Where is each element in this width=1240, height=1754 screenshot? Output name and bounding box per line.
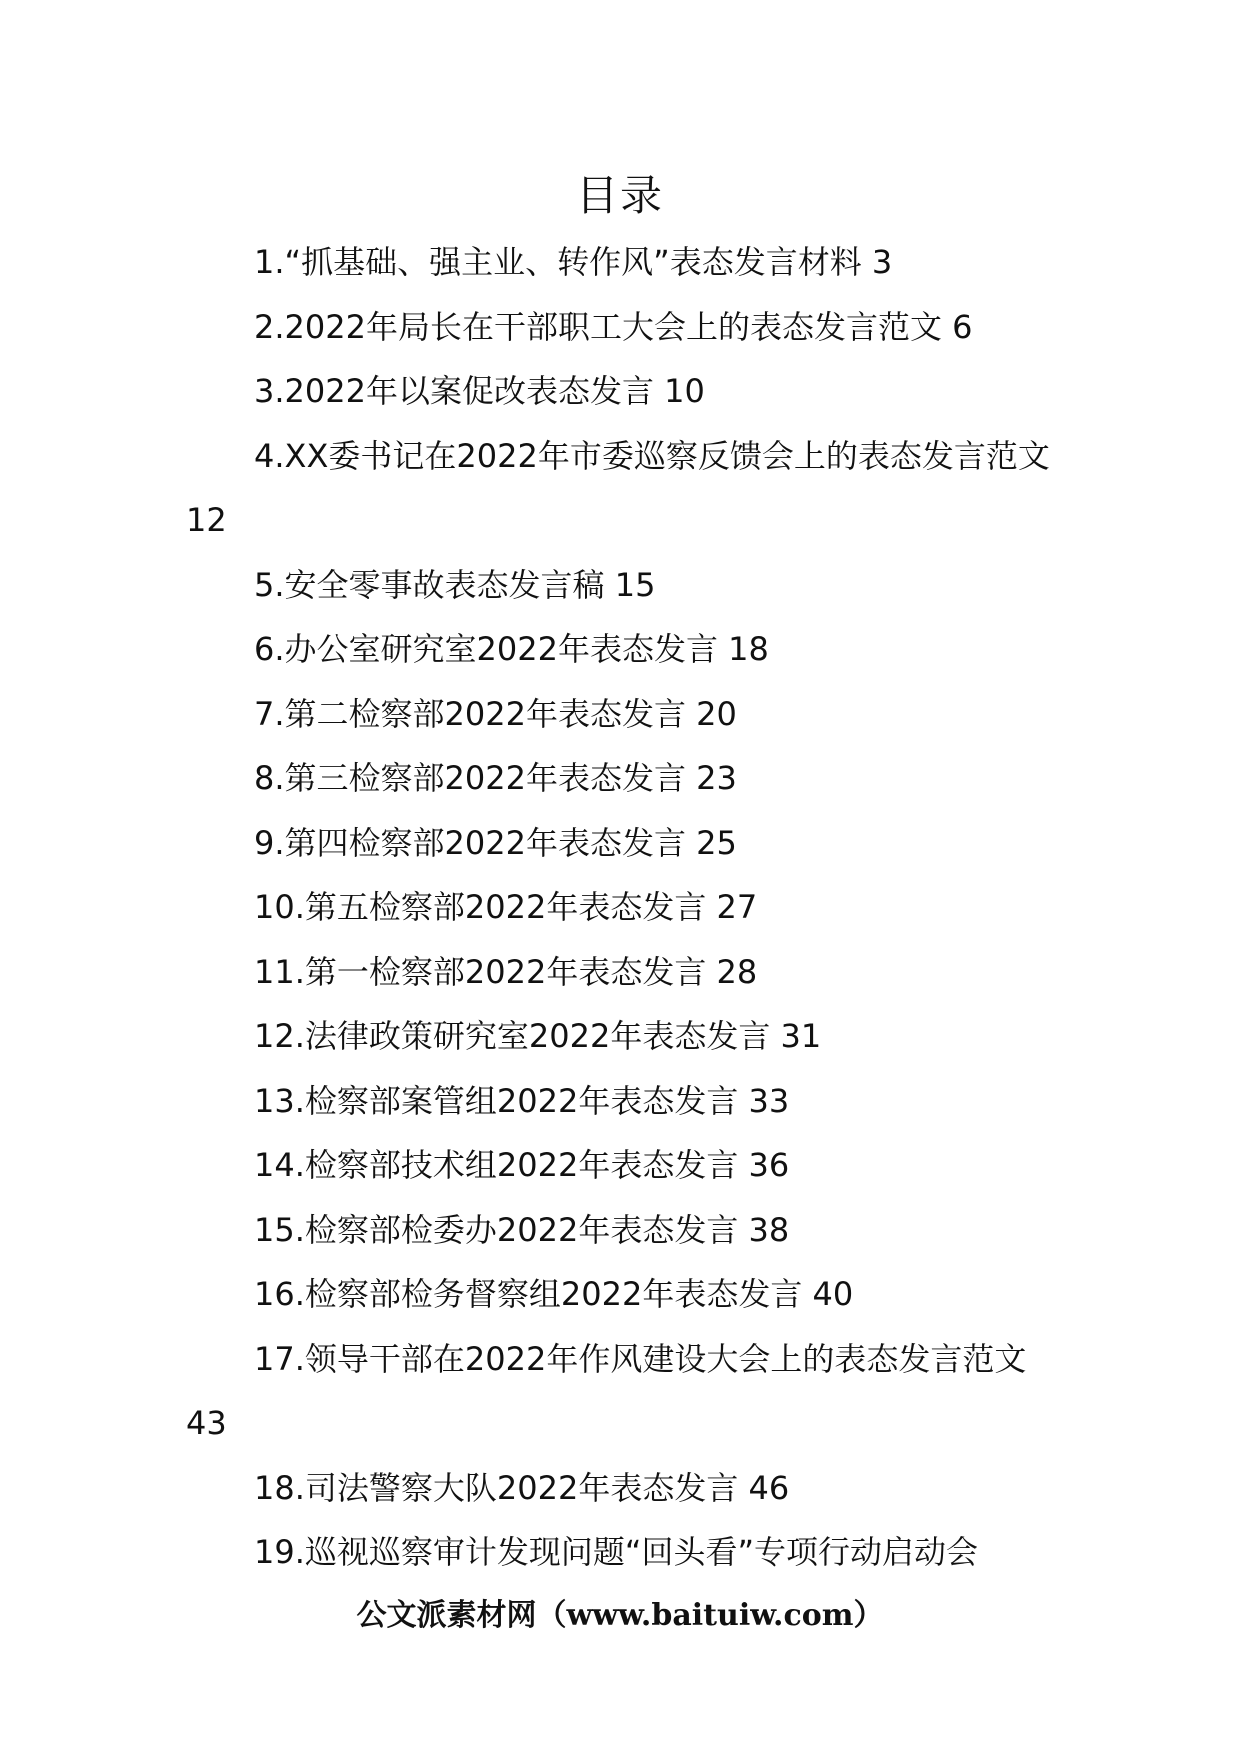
toc-list: [186, 230, 1054, 1585]
toc-entry[interactable]: [186, 1198, 1054, 1263]
toc-entry-text: 3.2022年以案促改表态发言: [254, 372, 654, 410]
toc-entry-text: 10.第五检察部2022年表态发言: [254, 888, 707, 926]
toc-entry[interactable]: [186, 295, 1054, 360]
toc-entry[interactable]: [186, 746, 1054, 811]
toc-entry-page: 33: [748, 1081, 790, 1120]
toc-entry-page: 15: [614, 565, 656, 604]
toc-entry[interactable]: [186, 1262, 1054, 1327]
toc-entry-text: 13.检察部案管组2022年表态发言: [254, 1081, 739, 1120]
toc-entry-text: 1.“抓基础、强主业、转作风”表态发言材料: [254, 243, 862, 281]
toc-entry-text: 16.检察部检务督察组2022年表态发言: [254, 1275, 803, 1313]
toc-entry-page: 25: [696, 823, 737, 862]
toc-entry-text: 17.领导干部在2022年作风建设大会上的表态发言范文: [254, 1339, 1027, 1378]
footer-watermark: 公文派素材网（www.baituiw.com）: [356, 1598, 884, 1633]
toc-entry-text: 9.第四检察部2022年表态发言: [254, 823, 686, 862]
toc-entry-text: 19.巡视巡察审计发现问题“回头看”专项行动启动会: [254, 1533, 979, 1571]
toc-entry-page: 6: [952, 307, 973, 346]
toc-title: 目录: [575, 171, 664, 220]
toc-entry[interactable]: [186, 940, 1054, 1005]
toc-entry[interactable]: [186, 1456, 1054, 1521]
toc-entry-text: 14.检察部技术组2022年表态发言: [254, 1146, 739, 1184]
toc-entry[interactable]: [186, 1133, 1054, 1198]
toc-entry[interactable]: [186, 1520, 1054, 1585]
toc-entry[interactable]: [186, 811, 1054, 876]
toc-entry-page: 36: [748, 1146, 790, 1184]
toc-entry-text: 5.安全零事故表态发言稿: [254, 565, 605, 604]
toc-entry-page: 3: [871, 243, 893, 281]
toc-entry-page: 28: [716, 952, 758, 991]
toc-entry-text: 8.第三检察部2022年表态发言: [254, 759, 686, 797]
toc-entry[interactable]: [186, 1327, 1054, 1456]
toc-entry[interactable]: [186, 230, 1054, 295]
toc-entry-page: 18: [728, 630, 769, 668]
toc-entry-page: 40: [812, 1275, 854, 1313]
toc-entry[interactable]: [186, 617, 1054, 682]
toc-entry-text: 11.第一检察部2022年表态发言: [254, 952, 707, 991]
toc-entry[interactable]: [186, 553, 1054, 618]
toc-entry-text: 12.法律政策研究室2022年表态发言: [254, 1017, 771, 1055]
toc-entry[interactable]: [186, 682, 1054, 747]
toc-entry-page: 31: [780, 1017, 822, 1055]
toc-entry-text: 7.第二检察部2022年表态发言: [254, 694, 686, 733]
toc-entry-text: 4.XX委书记在2022年市委巡察反馈会上的表态发言范文: [254, 436, 1050, 475]
toc-entry[interactable]: [186, 359, 1054, 424]
toc-entry[interactable]: [186, 1004, 1054, 1069]
toc-entry-page: 46: [748, 1468, 790, 1507]
toc-entry[interactable]: [186, 424, 1054, 553]
toc-entry-page: 23: [696, 759, 737, 797]
toc-entry[interactable]: [186, 1069, 1054, 1134]
toc-entry[interactable]: [186, 875, 1054, 940]
toc-entry-page: 20: [696, 694, 737, 733]
toc-entry-text: 2.2022年局长在干部职工大会上的表态发言范文: [254, 307, 942, 346]
toc-entry-text: 18.司法警察大队2022年表态发言: [254, 1468, 739, 1507]
toc-entry-page: 10: [664, 372, 705, 410]
toc-entry-page: 38: [748, 1210, 790, 1249]
toc-entry-page: 43: [186, 1404, 227, 1442]
toc-entry-page: 12: [186, 501, 227, 539]
toc-entry-text: 6.办公室研究室2022年表态发言: [254, 630, 718, 668]
toc-entry-text: 15.检察部检委办2022年表态发言: [254, 1210, 739, 1249]
toc-entry-page: 27: [716, 888, 758, 926]
